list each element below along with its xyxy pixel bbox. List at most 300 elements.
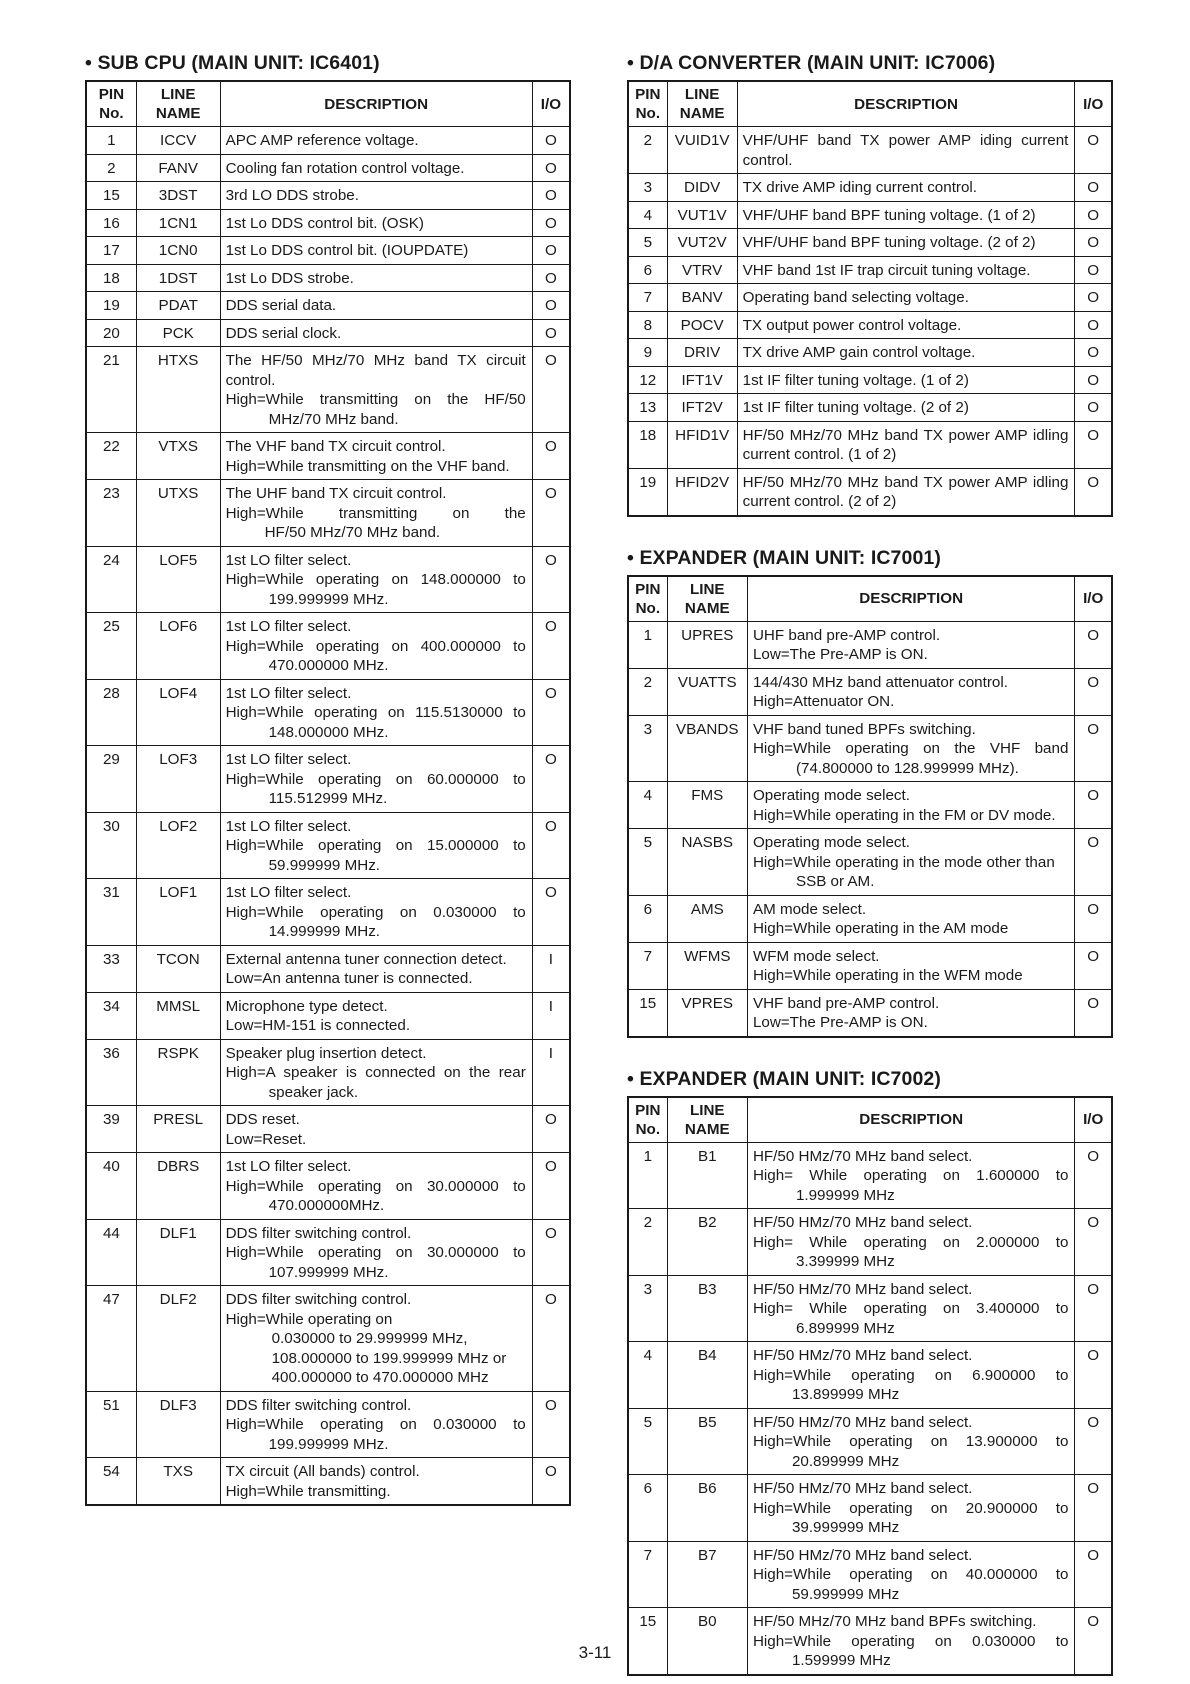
pin-number: 23 bbox=[86, 480, 136, 547]
pin-number: 39 bbox=[86, 1106, 136, 1153]
table-row bbox=[86, 347, 570, 433]
header-line-name bbox=[667, 576, 747, 622]
description-line: Operating mode select. bbox=[752, 787, 910, 804]
description-line: High= While operating on 1.600000 to bbox=[752, 1167, 1069, 1184]
pin-number: 16 bbox=[86, 209, 136, 237]
line-name: HTXS bbox=[136, 347, 220, 433]
table-row bbox=[628, 621, 1112, 668]
table-row bbox=[628, 1342, 1112, 1409]
description bbox=[747, 621, 1074, 668]
io-direction: O bbox=[1075, 782, 1112, 829]
pin-number: 8 bbox=[628, 311, 667, 339]
description bbox=[737, 311, 1075, 339]
section-title: • SUB CPU (MAIN UNIT: IC6401) bbox=[85, 52, 380, 74]
description-line: HF/50 HMz/70 MHz band select. bbox=[752, 1413, 973, 1431]
description-line: 1st Lo DDS control bit. (IOUPDATE) bbox=[225, 242, 469, 259]
header-pin-line1: PIN bbox=[98, 86, 125, 103]
description bbox=[747, 1342, 1074, 1409]
description-line: control. bbox=[225, 371, 276, 389]
description-line: 6.899999 MHz bbox=[795, 1319, 895, 1337]
table-row bbox=[628, 256, 1112, 284]
io-direction: O bbox=[1075, 715, 1112, 782]
header-pin-line2: No. bbox=[99, 105, 124, 122]
description-line: 1st LO filter select. bbox=[225, 884, 352, 901]
table-row bbox=[86, 1458, 570, 1506]
description-line: HF/50 HMz/70 MHz band select. bbox=[752, 1546, 973, 1564]
table-row bbox=[86, 613, 570, 680]
line-name: TCON bbox=[136, 945, 220, 992]
io-direction: O bbox=[532, 879, 570, 946]
description-line: DDS serial data. bbox=[225, 297, 337, 314]
description-line: 1st IF filter tuning voltage. (1 of 2) bbox=[742, 371, 969, 389]
header-line-line1: LINE bbox=[160, 86, 196, 103]
io-direction: O bbox=[1075, 256, 1112, 284]
io-direction: O bbox=[532, 1458, 570, 1506]
pin-number: 3 bbox=[628, 1275, 667, 1342]
description-line: APC AMP reference voltage. bbox=[225, 132, 419, 149]
description-line: The VHF band TX circuit control. bbox=[225, 438, 446, 455]
pin-number: 25 bbox=[86, 613, 136, 680]
line-name: DLF2 bbox=[136, 1286, 220, 1392]
description-line: High=While transmitting. bbox=[225, 1482, 391, 1500]
description-line: current control. (1 of 2) bbox=[742, 446, 897, 463]
line-name: VTRV bbox=[667, 256, 737, 284]
description bbox=[747, 782, 1074, 829]
io-direction: O bbox=[1075, 1142, 1112, 1209]
description-line: 1st IF filter tuning voltage. (2 of 2) bbox=[742, 399, 969, 416]
line-name: B4 bbox=[667, 1342, 747, 1409]
description-line: HF/50 MHz/70 MHz band BPFs switching. bbox=[752, 1613, 1037, 1630]
line-name: 1CN0 bbox=[136, 237, 220, 265]
line-name: BANV bbox=[667, 284, 737, 312]
io-direction: O bbox=[532, 1391, 570, 1458]
description-line: VHF/UHF band BPF tuning voltage. (1 of 2) bbox=[742, 206, 1036, 224]
description-line: High= While operating on 2.000000 to bbox=[752, 1233, 1069, 1251]
description-line: High=While operating in the WFM mode bbox=[752, 967, 1023, 984]
description-line: High=While operating on bbox=[225, 1310, 393, 1328]
io-direction: O bbox=[1075, 942, 1112, 989]
description-line: VHF band pre-AMP control. bbox=[752, 994, 940, 1012]
description bbox=[747, 1209, 1074, 1276]
table-header bbox=[628, 1097, 1112, 1143]
pin-number: 34 bbox=[86, 992, 136, 1039]
description bbox=[737, 394, 1075, 422]
io-direction: O bbox=[532, 319, 570, 347]
description bbox=[220, 746, 532, 813]
pin-number: 22 bbox=[86, 433, 136, 480]
table-row bbox=[86, 264, 570, 292]
table-row bbox=[86, 319, 570, 347]
table-row bbox=[86, 433, 570, 480]
pin-number: 12 bbox=[628, 366, 667, 394]
description bbox=[747, 715, 1074, 782]
description bbox=[737, 256, 1075, 284]
description bbox=[220, 480, 532, 547]
description bbox=[747, 895, 1074, 942]
io-direction: O bbox=[532, 679, 570, 746]
description-line: HF/50 HMz/70 MHz band select. bbox=[752, 1147, 973, 1165]
description-line: VHF/UHF band TX power AMP iding current bbox=[742, 132, 1069, 149]
table-row bbox=[628, 782, 1112, 829]
pin-table bbox=[85, 80, 571, 1506]
description bbox=[737, 468, 1075, 516]
io-direction: O bbox=[532, 1286, 570, 1392]
line-name: IFT1V bbox=[667, 366, 737, 394]
header-description: DESCRIPTION bbox=[747, 576, 1074, 622]
description bbox=[747, 942, 1074, 989]
table-row bbox=[628, 989, 1112, 1037]
description-line: High=While operating on 15.000000 to bbox=[225, 837, 526, 854]
description-line: Operating band selecting voltage. bbox=[742, 289, 969, 306]
pin-number: 1 bbox=[86, 127, 136, 155]
io-direction: O bbox=[532, 182, 570, 210]
pin-table bbox=[627, 575, 1113, 1038]
description-line: 1st LO filter select. bbox=[225, 817, 352, 835]
pin-number: 18 bbox=[86, 264, 136, 292]
description-line: TX drive AMP iding current control. bbox=[742, 179, 978, 196]
header-line-line2: NAME bbox=[684, 1120, 730, 1138]
pin-number: 6 bbox=[628, 895, 667, 942]
table-row bbox=[628, 201, 1112, 229]
table-row bbox=[628, 715, 1112, 782]
description bbox=[220, 209, 532, 237]
line-name: TXS bbox=[136, 1458, 220, 1506]
table-row bbox=[86, 679, 570, 746]
io-direction: O bbox=[1075, 1475, 1112, 1542]
description-line: The HF/50 MHz/70 MHz band TX circuit bbox=[225, 352, 526, 369]
pin-number: 15 bbox=[628, 1608, 667, 1675]
table-row bbox=[628, 1275, 1112, 1342]
line-name: DBRS bbox=[136, 1153, 220, 1220]
description-line: 1.999999 MHz bbox=[795, 1186, 895, 1204]
description-line: Cooling fan rotation control voltage. bbox=[225, 159, 465, 177]
description-line: TX circuit (All bands) control. bbox=[225, 1463, 420, 1480]
pin-number: 20 bbox=[86, 319, 136, 347]
description-line: High=While transmitting on the HF/50 bbox=[225, 391, 526, 408]
io-direction: O bbox=[1075, 895, 1112, 942]
line-name: DIDV bbox=[667, 174, 737, 202]
description bbox=[220, 992, 532, 1039]
pin-number: 47 bbox=[86, 1286, 136, 1392]
header-pin bbox=[628, 81, 667, 127]
io-direction: O bbox=[1075, 127, 1112, 174]
description-line: UHF band pre-AMP control. bbox=[752, 626, 941, 644]
pin-number: 17 bbox=[86, 237, 136, 265]
header-pin bbox=[86, 81, 136, 127]
description-line: HF/50 HMz/70 MHz band select. bbox=[752, 1214, 973, 1231]
description-line: 1st LO filter select. bbox=[225, 1158, 352, 1175]
io-direction: O bbox=[532, 209, 570, 237]
line-name: RSPK bbox=[136, 1039, 220, 1106]
pin-number: 24 bbox=[86, 546, 136, 613]
table-row bbox=[86, 1039, 570, 1106]
io-direction: I bbox=[532, 945, 570, 992]
header-row bbox=[628, 576, 1112, 622]
header-pin bbox=[628, 576, 667, 622]
line-name: FANV bbox=[136, 154, 220, 182]
pin-number: 19 bbox=[86, 292, 136, 320]
line-name: UTXS bbox=[136, 480, 220, 547]
description-line: 470.000000MHz. bbox=[268, 1197, 385, 1214]
description bbox=[220, 679, 532, 746]
description-line: 108.000000 to 199.999999 MHz or bbox=[271, 1349, 507, 1367]
description-line: 14.999999 MHz. bbox=[268, 923, 381, 940]
line-name: PRESL bbox=[136, 1106, 220, 1153]
line-name: DRIV bbox=[667, 339, 737, 367]
table-body bbox=[628, 621, 1112, 1037]
description bbox=[747, 1475, 1074, 1542]
table-header bbox=[628, 81, 1112, 127]
description-line: 3rd LO DDS strobe. bbox=[225, 187, 359, 204]
description-line: SSB or AM. bbox=[795, 873, 875, 890]
line-name: IFT2V bbox=[667, 394, 737, 422]
description-line: 115.512999 MHz. bbox=[268, 790, 388, 807]
io-direction: O bbox=[1075, 989, 1112, 1037]
header-io: I/O bbox=[532, 81, 570, 127]
pin-number: 1 bbox=[628, 621, 667, 668]
description-line: DDS filter switching control. bbox=[225, 1224, 412, 1242]
line-name: 1CN1 bbox=[136, 209, 220, 237]
pin-number: 5 bbox=[628, 829, 667, 896]
description-line: 1st LO filter select. bbox=[225, 618, 352, 635]
io-direction: O bbox=[1075, 468, 1112, 516]
table-row bbox=[628, 1608, 1112, 1675]
sub-cpu-section bbox=[85, 52, 571, 1506]
io-direction: O bbox=[1075, 421, 1112, 468]
description-line: 59.999999 MHz. bbox=[268, 856, 381, 874]
description bbox=[220, 879, 532, 946]
pin-number: 21 bbox=[86, 347, 136, 433]
io-direction: O bbox=[1075, 621, 1112, 668]
description bbox=[737, 127, 1075, 174]
page-number: 3-11 bbox=[578, 1643, 612, 1662]
table-row bbox=[628, 311, 1112, 339]
header-line-name bbox=[667, 1097, 747, 1143]
table-row bbox=[628, 229, 1112, 257]
description-line: 13.899999 MHz bbox=[791, 1386, 900, 1403]
description bbox=[220, 433, 532, 480]
description-line: High=While operating on 30.000000 to bbox=[225, 1244, 526, 1261]
description bbox=[220, 264, 532, 292]
io-direction: O bbox=[1075, 229, 1112, 257]
pin-number: 5 bbox=[628, 1408, 667, 1475]
io-direction: O bbox=[1075, 174, 1112, 202]
description-line: 3.399999 MHz bbox=[795, 1253, 895, 1270]
description-line: DDS filter switching control. bbox=[225, 1396, 412, 1414]
table-row bbox=[628, 339, 1112, 367]
header-row bbox=[86, 81, 570, 127]
pin-number: 5 bbox=[628, 229, 667, 257]
description-line: Low=The Pre-AMP is ON. bbox=[752, 1014, 928, 1031]
description bbox=[737, 229, 1075, 257]
io-direction: O bbox=[1075, 1209, 1112, 1276]
pin-number: 33 bbox=[86, 945, 136, 992]
description bbox=[220, 347, 532, 433]
description bbox=[220, 1458, 532, 1506]
table-row bbox=[628, 1209, 1112, 1276]
description-line: VHF band 1st IF trap circuit tuning voltage. bbox=[742, 261, 1031, 279]
description-line: DDS reset. bbox=[225, 1111, 300, 1128]
header-line-line1: LINE bbox=[689, 1101, 725, 1119]
io-direction: O bbox=[1075, 1342, 1112, 1409]
pin-number: 4 bbox=[628, 201, 667, 229]
pin-number: 2 bbox=[86, 154, 136, 182]
table-body bbox=[86, 127, 570, 1506]
io-direction: O bbox=[1075, 668, 1112, 715]
table-row bbox=[86, 1106, 570, 1153]
table-body bbox=[628, 127, 1112, 516]
io-direction: O bbox=[532, 613, 570, 680]
description-line: High=While operating on 400.000000 to bbox=[225, 637, 526, 655]
io-direction: O bbox=[1075, 1608, 1112, 1675]
line-name: VUID1V bbox=[667, 127, 737, 174]
table-row bbox=[628, 174, 1112, 202]
table-row bbox=[86, 1219, 570, 1286]
description-line: (74.800000 to 128.999999 MHz). bbox=[795, 759, 1019, 777]
section-title: • EXPANDER (MAIN UNIT: IC7001) bbox=[627, 546, 941, 569]
header-line-line2: NAME bbox=[684, 599, 730, 617]
line-name: HFID1V bbox=[667, 421, 737, 468]
description bbox=[220, 1286, 532, 1392]
description-line: High=While operating on 6.900000 to bbox=[752, 1366, 1069, 1384]
table-row bbox=[86, 879, 570, 946]
description-line: Low=The Pre-AMP is ON. bbox=[752, 646, 928, 663]
description bbox=[747, 829, 1074, 896]
right-column bbox=[627, 52, 1113, 1676]
pin-number: 7 bbox=[628, 284, 667, 312]
description bbox=[220, 237, 532, 265]
line-name: PCK bbox=[136, 319, 220, 347]
pin-number: 2 bbox=[628, 668, 667, 715]
line-name: LOF4 bbox=[136, 679, 220, 746]
description-line: High=While transmitting on the bbox=[225, 504, 526, 522]
io-direction: O bbox=[1075, 394, 1112, 422]
line-name: LOF6 bbox=[136, 613, 220, 680]
line-name: UPRES bbox=[667, 621, 747, 668]
header-line-name bbox=[136, 81, 220, 127]
line-name: PDAT bbox=[136, 292, 220, 320]
line-name: POCV bbox=[667, 311, 737, 339]
description-line: WFM mode select. bbox=[752, 947, 880, 965]
line-name: B3 bbox=[667, 1275, 747, 1342]
description-line: 199.999999 MHz. bbox=[268, 1435, 389, 1453]
table-row bbox=[86, 154, 570, 182]
io-direction: O bbox=[1075, 339, 1112, 367]
header-pin-line2: No. bbox=[635, 599, 661, 617]
io-direction: I bbox=[532, 992, 570, 1039]
description-line: AM mode select. bbox=[752, 900, 867, 918]
pin-number: 15 bbox=[628, 989, 667, 1037]
header-io: I/O bbox=[1075, 81, 1112, 127]
description bbox=[737, 421, 1075, 468]
table-row bbox=[86, 812, 570, 879]
header-pin-line1: PIN bbox=[635, 580, 661, 598]
description-line: Microphone type detect. bbox=[225, 997, 388, 1015]
description bbox=[747, 1142, 1074, 1209]
description bbox=[220, 1153, 532, 1220]
table-header bbox=[86, 81, 570, 127]
line-name: 3DST bbox=[136, 182, 220, 210]
pin-number: 9 bbox=[628, 339, 667, 367]
pin-number: 2 bbox=[628, 1209, 667, 1276]
description-line: HF/50 HMz/70 MHz band select. bbox=[752, 1347, 973, 1364]
description bbox=[220, 182, 532, 210]
description bbox=[220, 127, 532, 155]
description bbox=[220, 1106, 532, 1153]
description-line: High=While operating on 148.000000 to bbox=[225, 571, 526, 588]
pin-table bbox=[627, 80, 1113, 517]
description-line: DDS filter switching control. bbox=[225, 1291, 412, 1308]
description-line: 1st Lo DDS strobe. bbox=[225, 269, 354, 287]
description bbox=[220, 812, 532, 879]
description-line: 39.999999 MHz bbox=[791, 1519, 900, 1536]
header-pin-line2: No. bbox=[635, 105, 661, 122]
table-row bbox=[628, 829, 1112, 896]
table-row bbox=[86, 237, 570, 265]
pin-number: 36 bbox=[86, 1039, 136, 1106]
header-description: DESCRIPTION bbox=[220, 81, 532, 127]
header-pin-line2: No. bbox=[635, 1120, 661, 1138]
table-header bbox=[628, 576, 1112, 622]
description-line: HF/50 MHz/70 MHz band. bbox=[264, 524, 441, 541]
line-name: 1DST bbox=[136, 264, 220, 292]
table-row bbox=[628, 366, 1112, 394]
pin-number: 54 bbox=[86, 1458, 136, 1506]
description-line: High=While operating in the mode other than bbox=[752, 853, 1055, 871]
expander-ic7001-section bbox=[627, 547, 1113, 1038]
pin-number: 31 bbox=[86, 879, 136, 946]
line-name: HFID2V bbox=[667, 468, 737, 516]
description-line: High=Attenuator ON. bbox=[752, 693, 895, 710]
pin-number: 3 bbox=[628, 715, 667, 782]
line-name: AMS bbox=[667, 895, 747, 942]
io-direction: O bbox=[532, 1106, 570, 1153]
description-line: VHF/UHF band BPF tuning voltage. (2 of 2) bbox=[742, 234, 1036, 251]
pin-number: 15 bbox=[86, 182, 136, 210]
io-direction: O bbox=[1075, 311, 1112, 339]
description bbox=[220, 1219, 532, 1286]
pin-number: 4 bbox=[628, 1342, 667, 1409]
pin-number: 7 bbox=[628, 942, 667, 989]
io-direction: O bbox=[532, 347, 570, 433]
table-row bbox=[86, 546, 570, 613]
pin-number: 7 bbox=[628, 1541, 667, 1608]
line-name: MMSL bbox=[136, 992, 220, 1039]
header-line-line1: LINE bbox=[684, 86, 720, 103]
description-line: 0.030000 to 29.999999 MHz, bbox=[271, 1330, 468, 1347]
line-name: LOF2 bbox=[136, 812, 220, 879]
pin-number: 51 bbox=[86, 1391, 136, 1458]
table-row bbox=[628, 942, 1112, 989]
description bbox=[220, 319, 532, 347]
header-pin-line1: PIN bbox=[635, 1101, 661, 1119]
line-name: B0 bbox=[667, 1608, 747, 1675]
description-line: External antenna tuner connection detect. bbox=[225, 950, 507, 968]
pin-table bbox=[627, 1096, 1113, 1676]
description-line: TX output power control voltage. bbox=[742, 316, 962, 334]
description-line: 1.599999 MHz bbox=[791, 1652, 891, 1669]
description bbox=[737, 339, 1075, 367]
line-name: VUT1V bbox=[667, 201, 737, 229]
description-line: High=While operating on 60.000000 to bbox=[225, 770, 526, 788]
table-row bbox=[86, 945, 570, 992]
io-direction: O bbox=[1075, 284, 1112, 312]
header-line-line2: NAME bbox=[679, 105, 725, 122]
description-line: 20.899999 MHz bbox=[791, 1452, 900, 1470]
description-line: 1st Lo DDS control bit. (OSK) bbox=[225, 214, 424, 232]
line-name: ICCV bbox=[136, 127, 220, 155]
description-line: High=While transmitting on the VHF band. bbox=[225, 457, 510, 475]
